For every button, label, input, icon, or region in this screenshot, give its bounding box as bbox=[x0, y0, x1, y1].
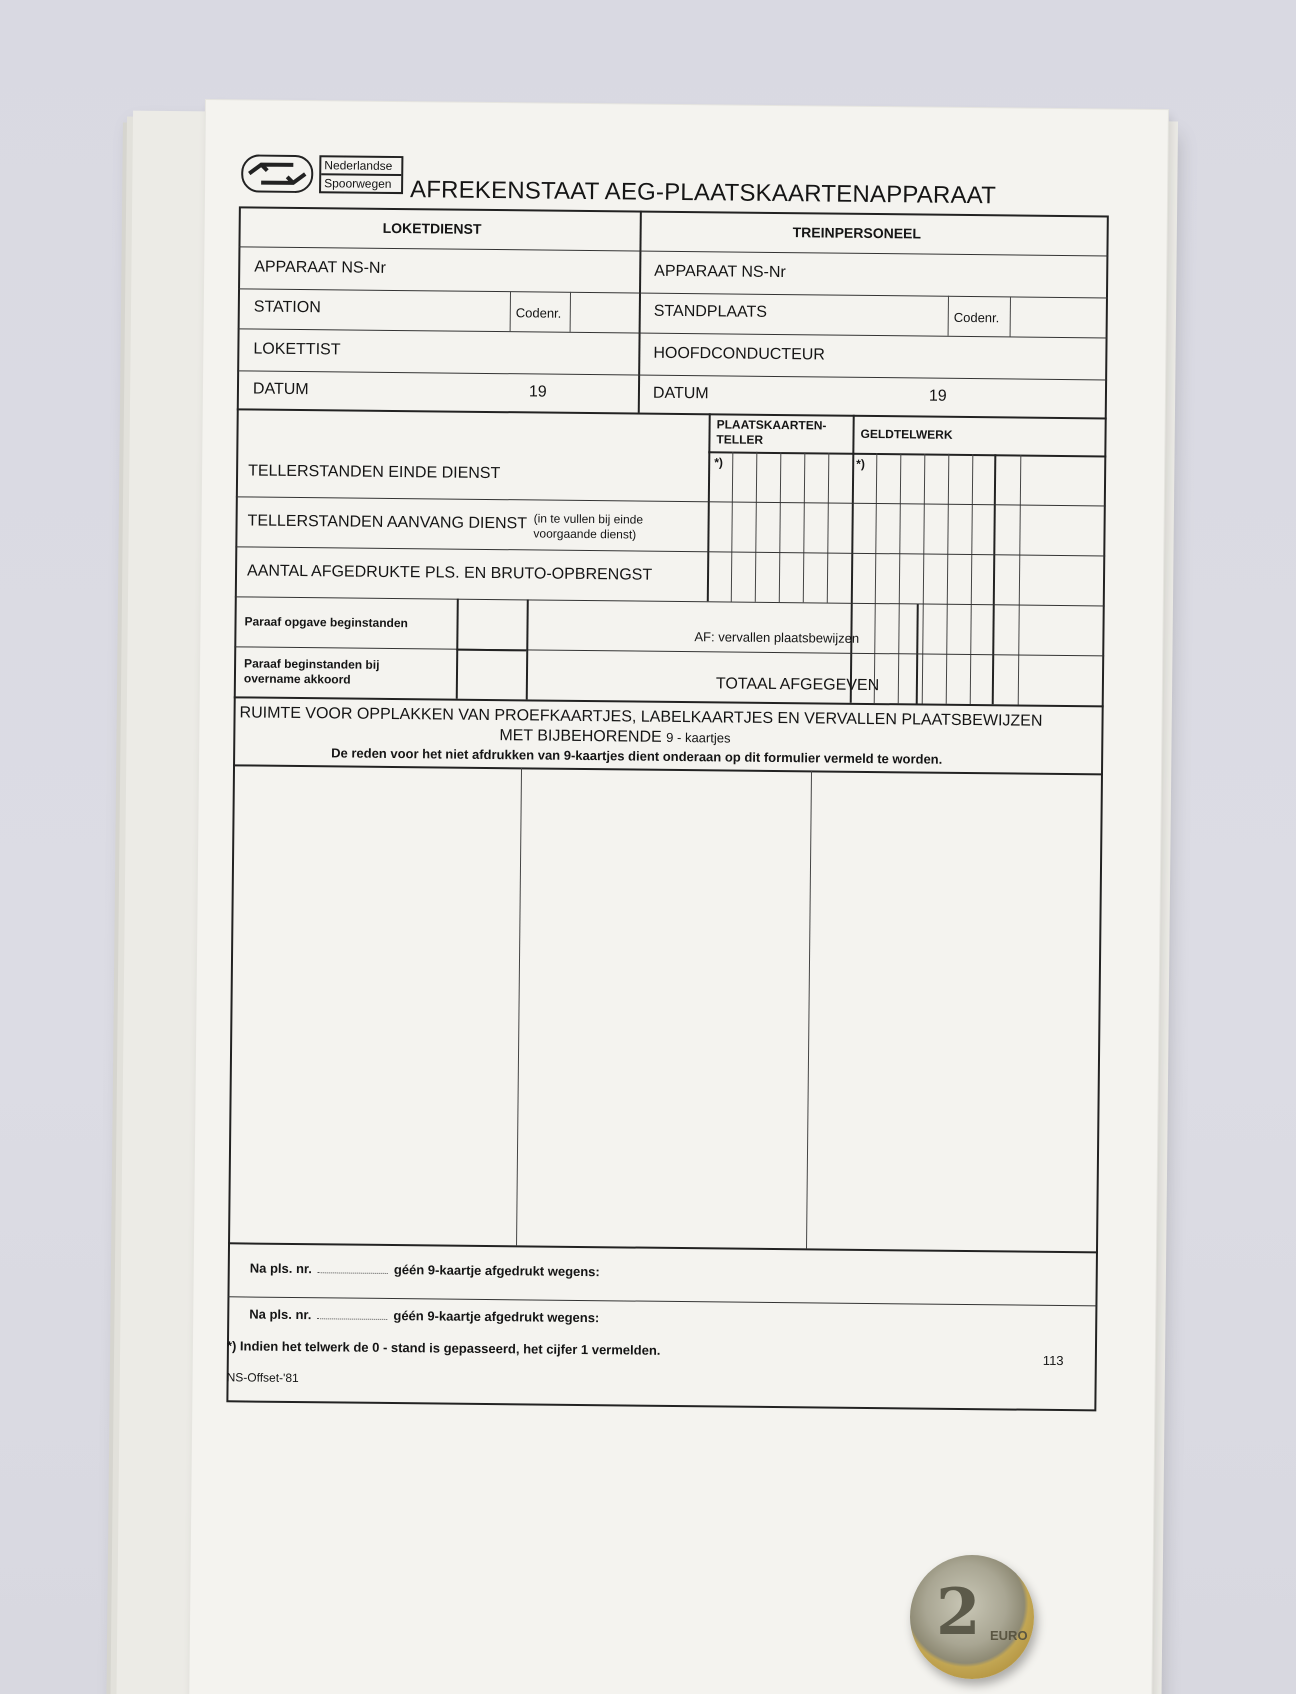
ruimte-instruction: De reden voor het niet afdrukken van 9-kaartjes dient onderaan op dit formulier vermeld te worden. bbox=[331, 745, 943, 767]
ruimte-line2-small: 9 - kaartjes bbox=[666, 729, 731, 746]
aantal-afgedrukte-label: AANTAL AFGEDRUKTE PLS. EN BRUTO-OPBRENGST bbox=[246, 562, 653, 584]
coin-label: EURO bbox=[990, 1628, 1028, 1643]
form-content bbox=[188, 100, 1168, 1694]
paraaf-overname-label: Paraaf beginstanden bij overname akkoord bbox=[243, 656, 380, 687]
ruimte-heading-line2 bbox=[499, 727, 730, 747]
trein-datum-label: DATUM bbox=[652, 384, 709, 403]
station-label: STATION bbox=[253, 298, 321, 317]
loketdienst-header: LOKETDIENST bbox=[382, 219, 482, 237]
ruimte-line2-text: MET BIJBEHORENDE bbox=[499, 727, 662, 746]
ns-logo-icon bbox=[241, 154, 313, 193]
asterisk-2: *) bbox=[856, 456, 865, 471]
ns-logo bbox=[241, 154, 403, 200]
plaatskaarten-teller-header: PLAATSKAARTEN- TELLER bbox=[716, 417, 827, 447]
form-number: 113 bbox=[1042, 1352, 1064, 1369]
dotted-blank bbox=[317, 1318, 387, 1320]
asterisk-1: *) bbox=[714, 455, 723, 470]
trein-apparaat-label: APPARAAT NS-Nr bbox=[654, 262, 786, 282]
tellerstanden-aanvang-note: (in te vullen bij einde voorgaande dienst) bbox=[533, 511, 644, 542]
tellerstanden-einde-label: TELLERSTANDEN EINDE DIENST bbox=[248, 462, 501, 483]
form-title: AFREKENSTAAT AEG-PLAATSKAARTENAPPARAAT bbox=[409, 176, 997, 210]
logo-line2: Spoorwegen bbox=[324, 176, 392, 191]
af-vervallen-label: AF: vervallen plaatsbewijzen bbox=[694, 629, 860, 646]
loket-codenr-label: Codenr. bbox=[515, 305, 562, 321]
loket-datum-label: DATUM bbox=[252, 380, 309, 399]
totaal-afgegeven-label: TOTAAL AFGEGEVEN bbox=[715, 675, 880, 695]
printer-mark: NS-Offset-'81 bbox=[226, 1370, 299, 1386]
loket-year: 19 bbox=[528, 383, 547, 401]
rule bbox=[708, 413, 710, 453]
ns-logo-text bbox=[319, 155, 403, 194]
trein-year: 19 bbox=[928, 387, 947, 405]
logo-line1: Nederlandse bbox=[321, 157, 401, 176]
standplaats-label: STANDPLAATS bbox=[653, 302, 768, 321]
lokettist-label: LOKETTIST bbox=[253, 340, 341, 359]
trein-codenr-label: Codenr. bbox=[953, 309, 1000, 326]
geldtelwerk-header: GELDTELWERK bbox=[860, 426, 953, 442]
footnote: *) Indien het telwerk de 0 - stand is gepasseerd, het cijfer 1 vermelden. bbox=[226, 1338, 661, 1358]
ruimte-heading-line1: RUIMTE VOOR OPPLAKKEN VAN PROEFKAARTJES, LABELKAARTJES EN VERVALLEN PLAATSBEWIJZEN bbox=[239, 704, 1043, 730]
loket-apparaat-label: APPARAAT NS-Nr bbox=[254, 258, 386, 277]
tellerstanden-aanvang-label: TELLERSTANDEN AANVANG DIENST bbox=[247, 512, 528, 533]
na-pls-label-1: Na pls. nr. bbox=[249, 1260, 312, 1277]
dotted-blank bbox=[318, 1272, 388, 1274]
geen-kaartje-label-2: géén 9-kaartje afgedrukt wegens: bbox=[393, 1308, 600, 1326]
geen-kaartje-label-1: géén 9-kaartje afgedrukt wegens: bbox=[393, 1262, 600, 1280]
paraaf-opgave-label: Paraaf opgave beginstanden bbox=[244, 614, 408, 631]
coin-value: 2 bbox=[936, 1575, 981, 1650]
na-pls-label-2: Na pls. nr. bbox=[249, 1306, 312, 1323]
rule bbox=[852, 415, 854, 455]
treinpersoneel-header: TREINPERSONEEL bbox=[792, 224, 922, 242]
hoofdconducteur-label: HOOFDCONDUCTEUR bbox=[653, 344, 825, 364]
